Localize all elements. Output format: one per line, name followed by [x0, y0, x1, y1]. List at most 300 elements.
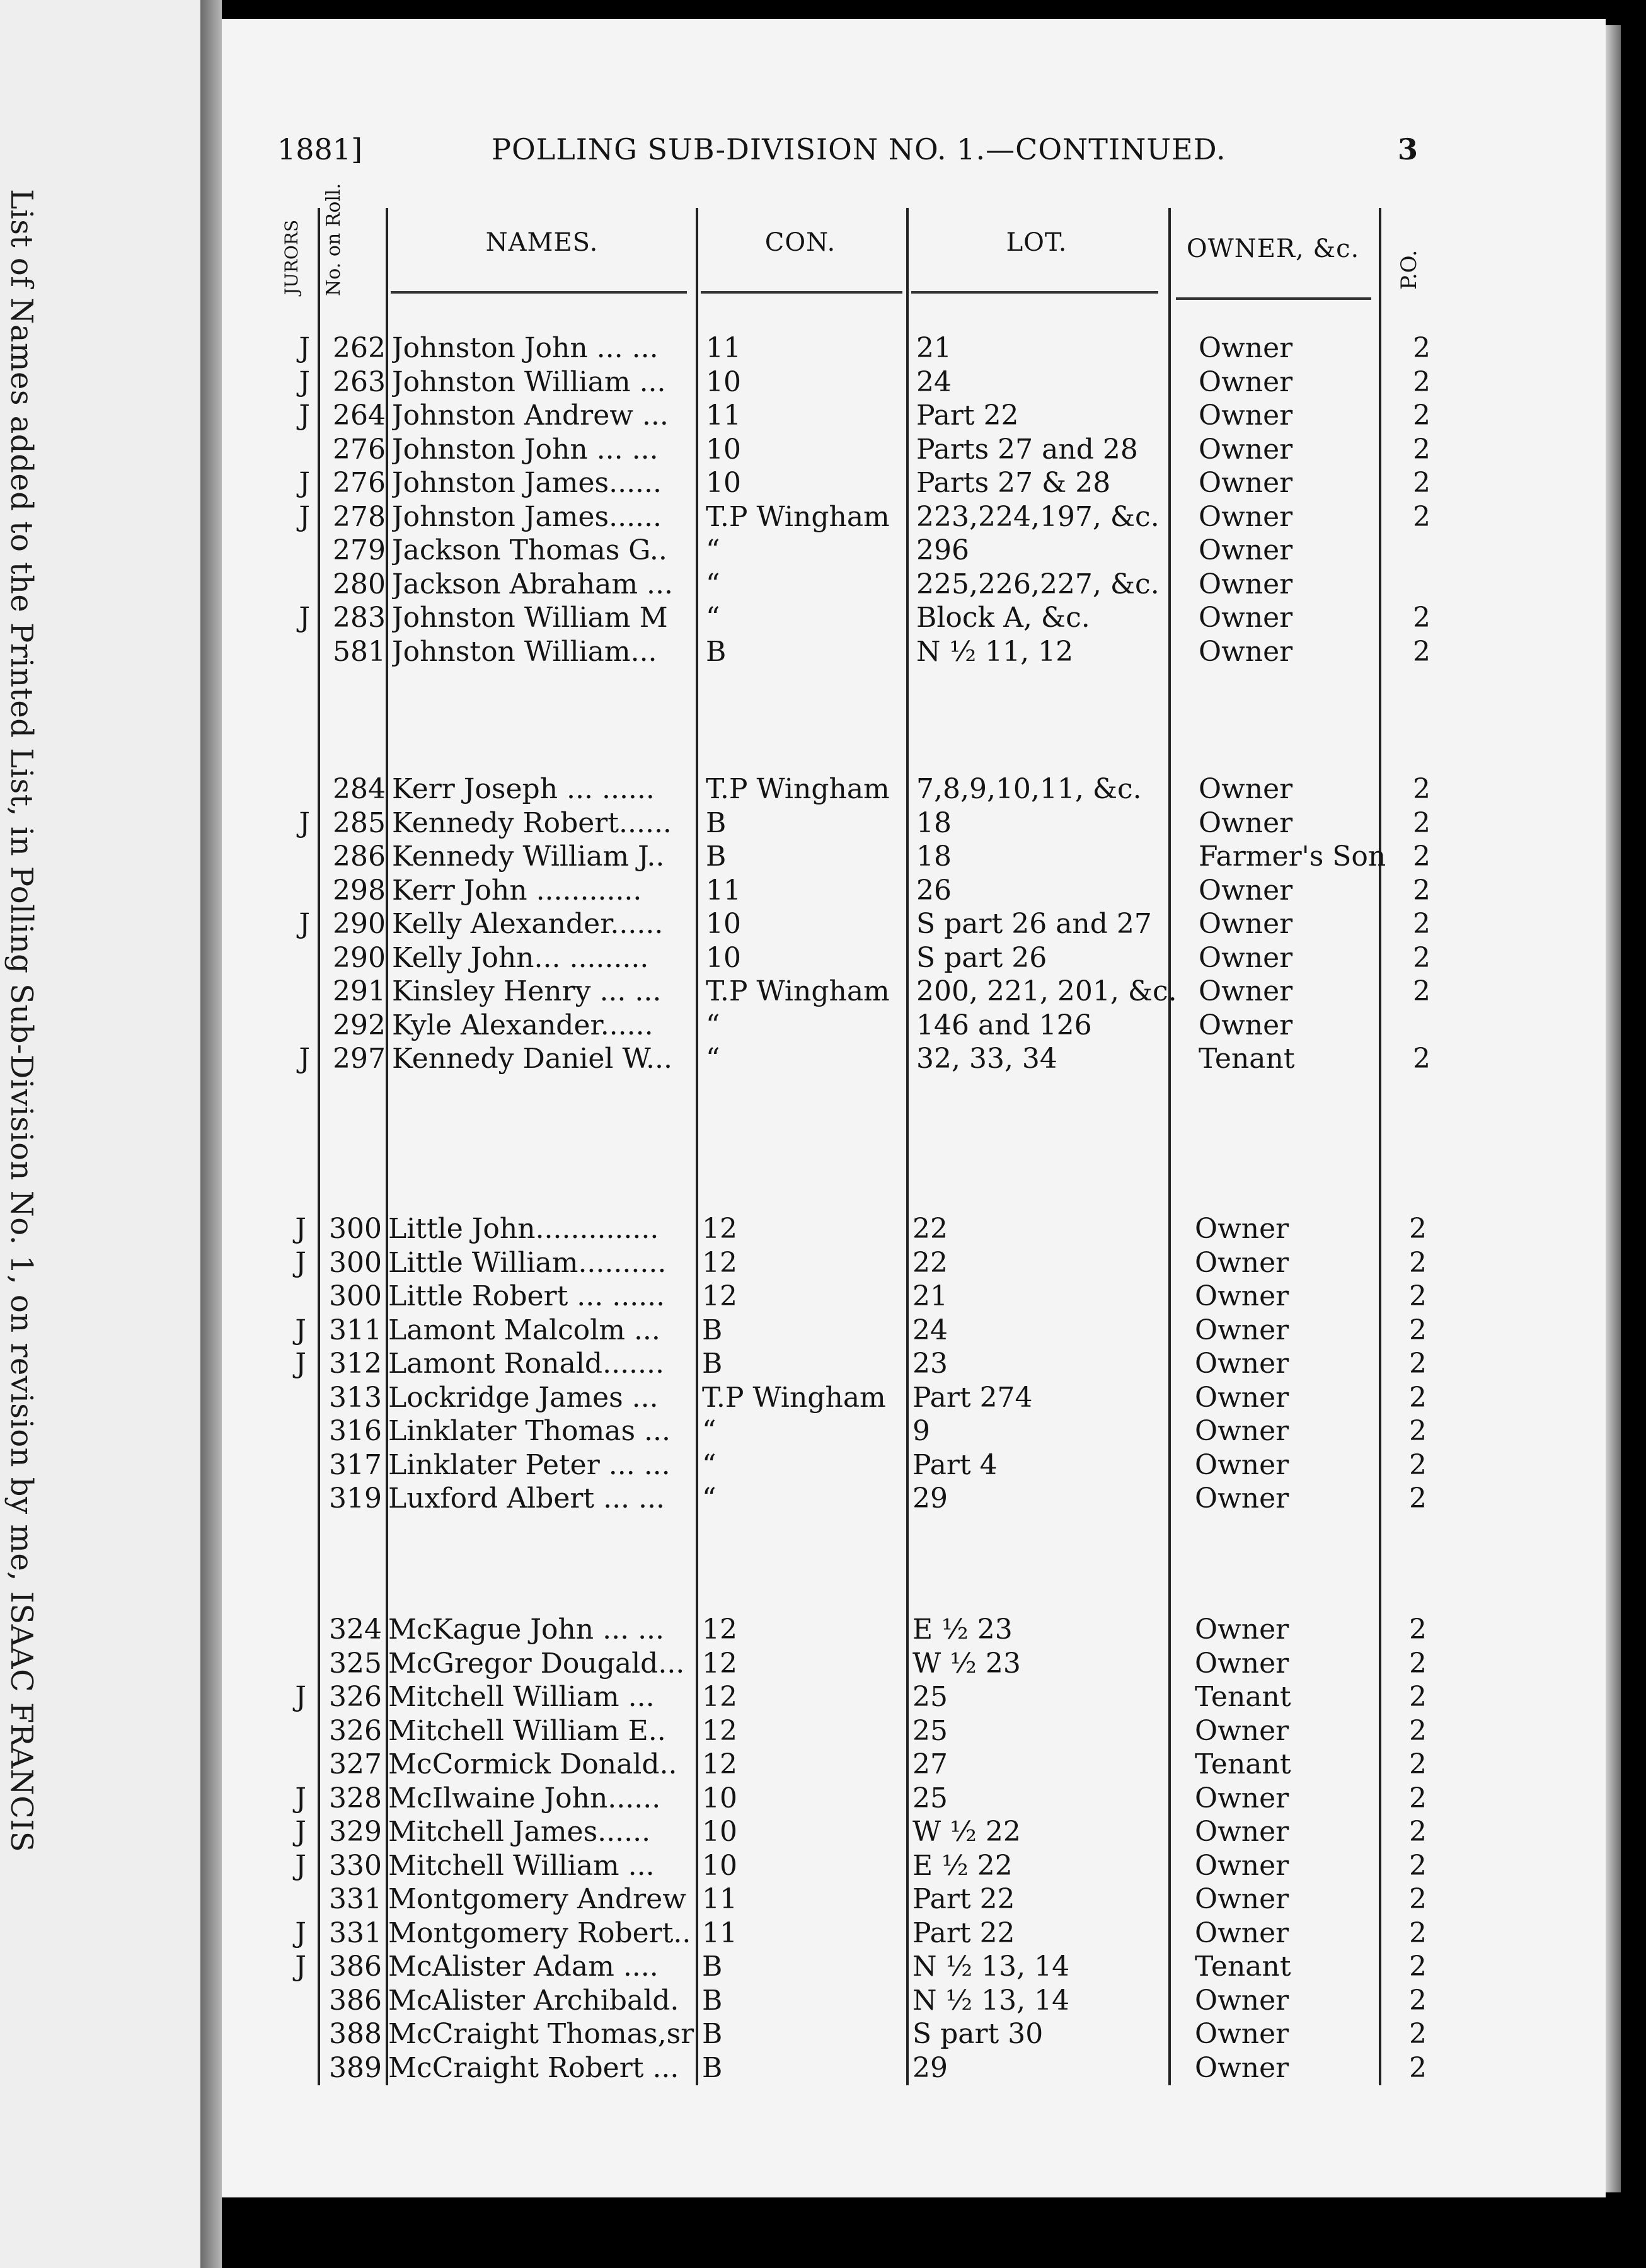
- owner-status: Owner: [1195, 1314, 1289, 1346]
- table-row: [285, 635, 1438, 669]
- roll-number: 290: [333, 908, 386, 940]
- voter-name: Little William..........: [388, 1246, 667, 1279]
- lot: N ½ 13, 14: [912, 1950, 1070, 1983]
- roll-number: 290: [333, 941, 386, 974]
- roll-number: 300: [329, 1213, 382, 1245]
- concession: “: [702, 1448, 717, 1481]
- roll-number: 327: [329, 1748, 382, 1780]
- lot: Block A, &c.: [916, 602, 1090, 634]
- lot: 18: [916, 806, 952, 839]
- juror-mark: J: [295, 1681, 306, 1713]
- post-office: 2: [1409, 1348, 1427, 1380]
- post-office: 2: [1409, 1782, 1427, 1814]
- lot: W ½ 22: [912, 1816, 1021, 1848]
- post-office: 2: [1409, 1916, 1427, 1949]
- lot: Part 22: [916, 399, 1019, 432]
- owner-status: Owner: [1195, 1849, 1289, 1882]
- header-rule: [1176, 297, 1371, 300]
- juror-mark: J: [299, 332, 310, 364]
- owner-status: Owner: [1199, 908, 1293, 940]
- owner-status: Owner: [1199, 500, 1293, 533]
- concession: 10: [706, 908, 741, 940]
- voter-name: Lockridge James ...: [388, 1381, 659, 1414]
- lot: S part 30: [912, 2018, 1044, 2050]
- concession: B: [706, 635, 727, 668]
- voter-name: Kerr John ............: [392, 874, 642, 907]
- post-office: 2: [1409, 1314, 1427, 1346]
- col-names: NAMES.: [485, 228, 599, 257]
- post-office: 2: [1413, 908, 1430, 940]
- post-office: 2: [1413, 602, 1430, 634]
- voter-name: Jackson Abraham ...: [392, 568, 674, 600]
- owner-status: Owner: [1195, 2051, 1289, 2084]
- lot: 22: [912, 1213, 948, 1245]
- table-row: [281, 1680, 1434, 1714]
- roll-number: 326: [329, 1681, 382, 1713]
- post-office: 2: [1409, 1950, 1427, 1983]
- concession: “: [706, 534, 720, 566]
- table-row: [285, 806, 1438, 840]
- table-row: [285, 534, 1438, 568]
- col-lot: LOT.: [1006, 228, 1068, 257]
- concession: 12: [702, 1213, 737, 1245]
- table-row: [285, 331, 1438, 365]
- lot: 21: [916, 332, 952, 364]
- owner-status: Owner: [1199, 332, 1293, 364]
- owner-status: Owner: [1199, 467, 1293, 499]
- roll-number: 389: [329, 2051, 382, 2084]
- table-row: [285, 466, 1438, 500]
- head-title: POLLING SUB-DIVISION NO. 1.—CONTINUED.: [492, 132, 1226, 166]
- post-office: 2: [1409, 1280, 1427, 1312]
- post-office: 2: [1409, 1246, 1427, 1279]
- voter-name: Montgomery Robert..: [388, 1916, 691, 1949]
- table-row: [285, 840, 1438, 874]
- post-office: 2: [1413, 467, 1430, 499]
- owner-status: Farmer's Son: [1199, 840, 1386, 873]
- concession: 12: [702, 1681, 737, 1713]
- lot: E ½ 23: [912, 1613, 1013, 1646]
- table-row: [285, 1042, 1438, 1076]
- post-office: 2: [1409, 1647, 1427, 1680]
- concession: B: [702, 1984, 723, 2017]
- table-row: [281, 1347, 1434, 1381]
- concession: 10: [706, 433, 741, 466]
- post-office: 2: [1413, 806, 1430, 839]
- lot: N ½ 13, 14: [912, 1984, 1070, 2017]
- running-head: [277, 132, 1418, 176]
- owner-status: Owner: [1199, 874, 1293, 907]
- lot: W ½ 23: [912, 1647, 1021, 1680]
- voter-name: Lamont Ronald.......: [388, 1348, 665, 1380]
- concession: T.P Wingham: [706, 975, 890, 1007]
- voter-name: McAlister Adam ....: [388, 1950, 659, 1983]
- juror-mark: J: [299, 500, 310, 533]
- post-office: 2: [1413, 332, 1430, 364]
- table-row: [281, 1782, 1434, 1816]
- roll-number: 312: [329, 1348, 382, 1380]
- roll-number: 330: [329, 1849, 382, 1882]
- concession: 10: [702, 1849, 737, 1882]
- voter-name: Johnston John ... ...: [392, 332, 659, 364]
- post-office: 2: [1413, 635, 1430, 668]
- col-owner: OWNER, &c.: [1186, 234, 1360, 263]
- concession: 11: [702, 1883, 737, 1915]
- lot: Parts 27 & 28: [916, 467, 1111, 499]
- post-office: 2: [1413, 840, 1430, 873]
- post-office: 2: [1413, 500, 1430, 533]
- roll-number: 297: [333, 1043, 386, 1075]
- voter-name: Linklater Peter ... ...: [388, 1448, 670, 1481]
- table-row: [281, 1714, 1434, 1748]
- voter-name: Kerr Joseph ... ......: [392, 773, 655, 805]
- juror-mark: J: [295, 1246, 306, 1279]
- roll-number: 581: [333, 635, 386, 668]
- voter-name: McAlister Archibald.: [388, 1984, 679, 2017]
- concession: 11: [706, 874, 741, 907]
- concession: B: [702, 2051, 723, 2084]
- voter-name: Kennedy William J..: [392, 840, 665, 873]
- lot: 24: [916, 365, 952, 398]
- voter-name: Mitchell William ...: [388, 1849, 655, 1882]
- owner-status: Owner: [1199, 941, 1293, 974]
- voter-name: McCraight Thomas,sr: [388, 2018, 694, 2050]
- concession: 10: [706, 365, 741, 398]
- owner-status: Owner: [1195, 1348, 1289, 1380]
- juror-mark: J: [295, 1348, 306, 1380]
- spine-shadow: [200, 0, 222, 2268]
- lot: 26: [916, 874, 952, 907]
- voter-name: Kennedy Daniel W...: [392, 1043, 672, 1075]
- lot: Part 22: [912, 1916, 1015, 1949]
- roll-number: 286: [333, 840, 386, 873]
- owner-status: Owner: [1195, 1984, 1289, 2017]
- voter-name: McCormick Donald..: [388, 1748, 677, 1780]
- roll-number: 278: [333, 500, 386, 533]
- table-row: [281, 2017, 1434, 2051]
- concession: 10: [702, 1816, 737, 1848]
- post-office: 2: [1413, 365, 1430, 398]
- table-row: [285, 365, 1438, 399]
- post-office: 2: [1409, 1816, 1427, 1848]
- juror-mark: J: [299, 399, 310, 432]
- concession: “: [702, 1482, 717, 1515]
- table-row: [281, 1984, 1434, 2018]
- page-number: 3: [1397, 132, 1418, 166]
- table-row: [285, 1009, 1438, 1043]
- owner-status: Tenant: [1195, 1748, 1291, 1780]
- post-office: 2: [1413, 399, 1430, 432]
- roll-number: 279: [333, 534, 386, 566]
- roll-number: 291: [333, 975, 386, 1007]
- roll-number: 386: [329, 1984, 382, 2017]
- lot: 7,8,9,10,11, &c.: [916, 773, 1142, 805]
- post-office: 2: [1409, 1748, 1427, 1780]
- table-row: [281, 1314, 1434, 1348]
- owner-status: Tenant: [1195, 1681, 1291, 1713]
- voter-name: Kyle Alexander......: [392, 1009, 653, 1041]
- voter-name: McGregor Dougald...: [388, 1647, 685, 1680]
- lot: Parts 27 and 28: [916, 433, 1138, 466]
- owner-status: Owner: [1195, 2018, 1289, 2050]
- roll-number: 386: [329, 1950, 382, 1983]
- concession: B: [706, 840, 727, 873]
- table-row: [285, 874, 1438, 908]
- owner-status: Owner: [1199, 602, 1293, 634]
- lot: 25: [912, 1782, 948, 1814]
- voter-name: Kennedy Robert......: [392, 806, 672, 839]
- voter-name: Mitchell William E..: [388, 1714, 666, 1747]
- post-office: 2: [1409, 1714, 1427, 1747]
- table-row: [285, 772, 1438, 806]
- roll-number: 298: [333, 874, 386, 907]
- juror-mark: J: [299, 908, 310, 940]
- roll-number: 280: [333, 568, 386, 600]
- roll-number: 325: [329, 1647, 382, 1680]
- owner-status: Owner: [1199, 975, 1293, 1007]
- concession: 11: [702, 1916, 737, 1949]
- voter-name: Linklater Thomas ...: [388, 1415, 670, 1447]
- table-row: [281, 1246, 1434, 1280]
- juror-mark: J: [295, 1950, 306, 1983]
- juror-mark: J: [299, 467, 310, 499]
- table-row: [285, 601, 1438, 635]
- concession: T.P Wingham: [706, 773, 890, 805]
- voter-name: McCraight Robert ...: [388, 2051, 679, 2084]
- voter-name: Luxford Albert ... ...: [388, 1482, 665, 1515]
- post-office: 2: [1409, 1415, 1427, 1447]
- post-office: 2: [1413, 433, 1430, 466]
- post-office: 2: [1409, 1381, 1427, 1414]
- roll-number: 283: [333, 602, 386, 634]
- juror-mark: J: [299, 806, 310, 839]
- head-year: 1881]: [277, 132, 363, 166]
- lot: 296: [916, 534, 969, 566]
- roll-number: 311: [329, 1314, 382, 1346]
- table-row: [281, 1849, 1434, 1883]
- concession: “: [706, 602, 720, 634]
- voter-name: Johnston James......: [392, 467, 662, 499]
- owner-status: Owner: [1195, 1381, 1289, 1414]
- lot: 200, 221, 201, &c.: [916, 975, 1177, 1007]
- roll-number: 264: [333, 399, 386, 432]
- owner-status: Owner: [1199, 568, 1293, 600]
- concession: 11: [706, 399, 741, 432]
- owner-status: Owner: [1195, 1448, 1289, 1481]
- voter-name: Little John..............: [388, 1213, 659, 1245]
- concession: “: [706, 1009, 720, 1041]
- col-con: CON.: [764, 228, 836, 257]
- roll-number: 262: [333, 332, 386, 364]
- owner-status: Owner: [1195, 1916, 1289, 1949]
- concession: B: [702, 1348, 723, 1380]
- owner-status: Owner: [1195, 1816, 1289, 1848]
- juror-mark: J: [299, 1043, 310, 1075]
- owner-status: Owner: [1195, 1714, 1289, 1747]
- roll-number: 388: [329, 2018, 382, 2050]
- voter-name: Johnston William ...: [392, 365, 666, 398]
- lot: 32, 33, 34: [916, 1043, 1057, 1075]
- concession: 10: [706, 941, 741, 974]
- lot: S part 26 and 27: [916, 908, 1152, 940]
- post-office: 2: [1409, 1883, 1427, 1915]
- voter-name: Mitchell William ...: [388, 1681, 655, 1713]
- table-row: [285, 433, 1438, 467]
- owner-status: Owner: [1199, 1009, 1293, 1041]
- lot: E ½ 22: [912, 1849, 1013, 1882]
- voter-name: Lamont Malcolm ...: [388, 1314, 660, 1346]
- owner-status: Owner: [1199, 806, 1293, 839]
- voter-name: Johnston James......: [392, 500, 662, 533]
- voter-name: Jackson Thomas G..: [392, 534, 667, 566]
- owner-status: Owner: [1195, 1213, 1289, 1245]
- lot: 29: [912, 2051, 948, 2084]
- roll-number: 292: [333, 1009, 386, 1041]
- concession: 12: [702, 1714, 737, 1747]
- roll-number: 284: [333, 773, 386, 805]
- owner-status: Owner: [1195, 1883, 1289, 1915]
- roll-number: 263: [333, 365, 386, 398]
- voter-name: Johnston John ... ...: [392, 433, 659, 466]
- lot: 25: [912, 1681, 948, 1713]
- voter-name: Kelly Alexander......: [392, 908, 664, 940]
- concession: 12: [702, 1280, 737, 1312]
- table-row: [281, 1882, 1434, 1916]
- post-office: 2: [1413, 941, 1430, 974]
- voter-name: Little Robert ... ......: [388, 1280, 665, 1312]
- roll-number: 276: [333, 467, 386, 499]
- concession: 10: [702, 1782, 737, 1814]
- post-office: 2: [1409, 1849, 1427, 1882]
- voter-name: McKague John ... ...: [388, 1613, 665, 1646]
- lot: 18: [916, 840, 952, 873]
- table-row: [281, 1482, 1434, 1516]
- concession: “: [706, 1043, 720, 1075]
- roll-number: 328: [329, 1782, 382, 1814]
- post-office: 2: [1409, 1213, 1427, 1245]
- voter-name: Johnston Andrew ...: [392, 399, 669, 432]
- juror-mark: J: [295, 1213, 306, 1245]
- concession: 12: [702, 1748, 737, 1780]
- page-edge: [1606, 25, 1621, 2192]
- owner-status: Owner: [1195, 1613, 1289, 1646]
- lot: N ½ 11, 12: [916, 635, 1074, 668]
- owner-status: Owner: [1199, 433, 1293, 466]
- post-office: 2: [1409, 1448, 1427, 1481]
- concession: 12: [702, 1613, 737, 1646]
- table-row: [281, 1414, 1434, 1448]
- col-roll-no: No. on Roll.: [323, 183, 345, 296]
- header-rule: [911, 291, 1158, 294]
- table-row: [281, 1280, 1434, 1314]
- concession: T.P Wingham: [706, 500, 890, 533]
- table-row: [285, 907, 1438, 941]
- post-office: 2: [1413, 1043, 1430, 1075]
- juror-mark: J: [299, 365, 310, 398]
- voter-name: McIlwaine John......: [388, 1782, 661, 1814]
- col-po: P.O.: [1396, 249, 1422, 290]
- table-row: [281, 1212, 1434, 1246]
- lot: 23: [912, 1348, 948, 1380]
- owner-status: Owner: [1199, 773, 1293, 805]
- post-office: 2: [1409, 1984, 1427, 2017]
- juror-mark: J: [295, 1849, 306, 1882]
- roll-number: 300: [329, 1280, 382, 1312]
- juror-mark: J: [295, 1782, 306, 1814]
- table-row: [281, 1950, 1434, 1984]
- concession: B: [702, 1950, 723, 1983]
- juror-mark: J: [295, 1916, 306, 1949]
- concession: T.P Wingham: [702, 1381, 886, 1414]
- post-office: 2: [1409, 1613, 1427, 1646]
- owner-status: Owner: [1199, 399, 1293, 432]
- owner-status: Owner: [1195, 1246, 1289, 1279]
- lot: 27: [912, 1748, 948, 1780]
- roll-number: 331: [329, 1883, 382, 1915]
- table-row: [281, 1916, 1434, 1950]
- col-jurors: JURORS: [281, 219, 302, 295]
- lot: 223,224,197, &c.: [916, 500, 1160, 533]
- voter-name: Kinsley Henry ... ...: [392, 975, 662, 1007]
- table-row: [285, 941, 1438, 975]
- post-office: 2: [1413, 773, 1430, 805]
- post-office: 2: [1409, 1681, 1427, 1713]
- juror-mark: J: [299, 602, 310, 634]
- concession: 12: [702, 1647, 737, 1680]
- table-row: [285, 568, 1438, 602]
- concession: 12: [702, 1246, 737, 1279]
- owner-status: Owner: [1195, 1782, 1289, 1814]
- voter-name: Montgomery Andrew: [388, 1883, 686, 1915]
- header-rule: [391, 291, 687, 294]
- roll-number: 329: [329, 1816, 382, 1848]
- table-row: [281, 1647, 1434, 1681]
- lot: 146 and 126: [916, 1009, 1092, 1041]
- table-row: [281, 1448, 1434, 1482]
- post-office: 2: [1409, 2051, 1427, 2084]
- lot: S part 26: [916, 941, 1047, 974]
- header-rule: [701, 291, 902, 294]
- voter-name: Johnston William M: [392, 602, 668, 634]
- concession: 10: [706, 467, 741, 499]
- roll-number: 316: [329, 1415, 382, 1447]
- table-row: [285, 500, 1438, 534]
- roll-number: 317: [329, 1448, 382, 1481]
- owner-status: Owner: [1199, 635, 1293, 668]
- lot: 21: [912, 1280, 948, 1312]
- lot: Part 4: [912, 1448, 998, 1481]
- roll-number: 276: [333, 433, 386, 466]
- owner-status: Owner: [1195, 1482, 1289, 1515]
- table-row: [281, 2051, 1434, 2085]
- concession: B: [706, 806, 727, 839]
- post-office: 2: [1413, 874, 1430, 907]
- juror-mark: J: [295, 1314, 306, 1346]
- lot: 24: [912, 1314, 948, 1346]
- voter-name: Mitchell James......: [388, 1816, 651, 1848]
- owner-status: Tenant: [1199, 1043, 1295, 1075]
- table-row: [285, 399, 1438, 433]
- roll-number: 324: [329, 1613, 382, 1646]
- concession: “: [706, 568, 720, 600]
- owner-status: Owner: [1199, 534, 1293, 566]
- owner-status: Owner: [1199, 365, 1293, 398]
- juror-mark: J: [295, 1816, 306, 1848]
- lot: 29: [912, 1482, 948, 1515]
- post-office: 2: [1409, 1482, 1427, 1515]
- concession: 11: [706, 332, 741, 364]
- owner-status: Tenant: [1195, 1950, 1291, 1983]
